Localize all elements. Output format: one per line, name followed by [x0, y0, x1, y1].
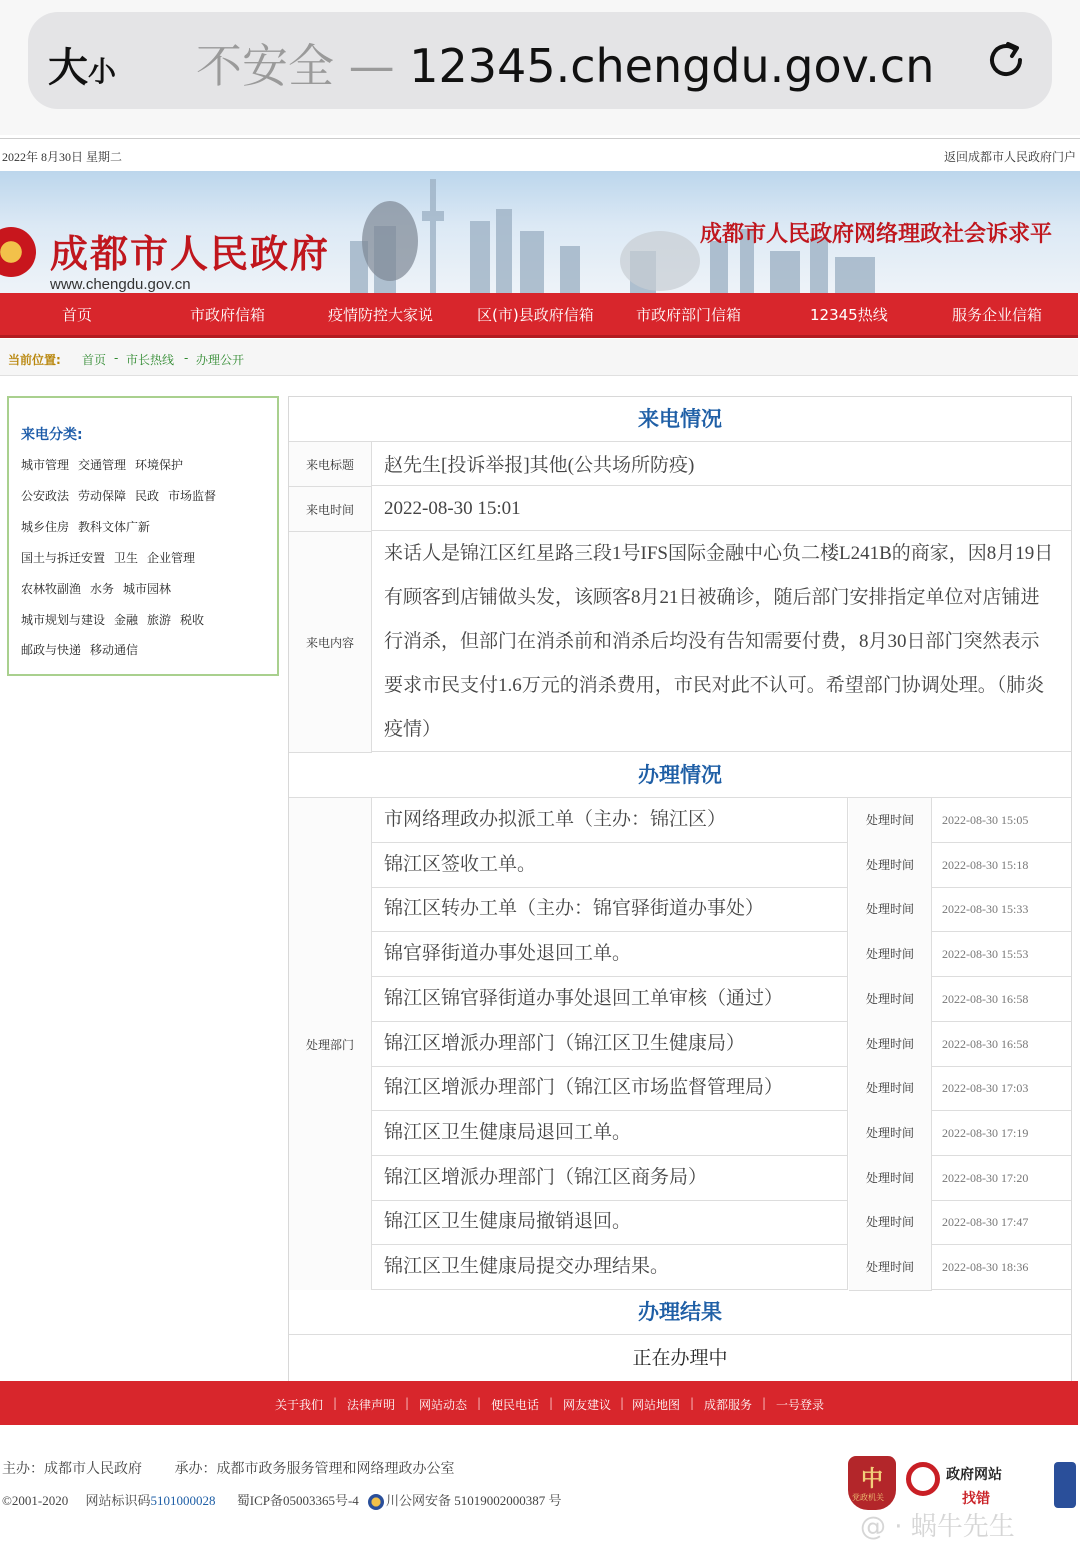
call-time-value: 2022-08-30 15:01	[372, 487, 1071, 531]
category-row	[21, 456, 192, 473]
call-title-value: 赵先生[投诉举报]其他(公共场所防疫)	[372, 442, 1071, 486]
insecure-label: 不安全 —	[196, 39, 395, 93]
footer-nav	[0, 1381, 1078, 1425]
call-content-value: 来话人是锦江区红星路三段1号IFS国际金融中心负二楼L241B的商家，因8月19日有顾客到店铺做头发，该顾客8月21日被确诊，随后部门安排指定单位对店铺进行消杀，但部门在消杀前和消杀后均没有告知需要付费，8月30日部门突然表示要求市民支付1.6万元的消杀费用，市民对此不认可。希望部门协调处理。（肺炎疫情）	[372, 532, 1071, 752]
platform-title: 成都市人民政府网络理政社会诉求平	[700, 221, 1053, 246]
footer-separator: |	[405, 1396, 410, 1410]
top-info-bar	[0, 138, 1080, 172]
footer-separator: |	[549, 1396, 554, 1410]
call-section-title: 来电情况	[289, 397, 1071, 442]
main-nav	[0, 293, 1078, 338]
police-badge-icon	[368, 1494, 384, 1510]
category-link[interactable]: 城市规划与建设	[21, 613, 106, 627]
site-banner	[0, 171, 1080, 293]
footer-organizer: 承办：成都市政务服务管理和网络理政办公室	[174, 1461, 455, 1477]
handling-step-text: 锦江区锦官驿街道办事处退回工单审核（通过）	[372, 977, 848, 1022]
nav-item-mayor-mailbox[interactable]: 市政府信箱	[190, 306, 266, 324]
breadcrumb-separator: -	[184, 351, 189, 365]
category-sidebar	[7, 396, 279, 676]
handling-time-value: 2022-08-30 16:58	[932, 1022, 1071, 1067]
footer-separator: |	[333, 1396, 338, 1410]
national-emblem-icon	[0, 227, 36, 277]
handling-step-text: 锦官驿街道办事处退回工单。	[372, 932, 848, 977]
footer-link-suggest[interactable]: 网友建议	[563, 1398, 612, 1412]
breadcrumb	[0, 339, 1078, 376]
handling-time-label: 处理时间	[849, 1245, 932, 1291]
current-date: 2022年 8月30日 星期二	[2, 150, 123, 164]
browser-address-bar	[0, 0, 1080, 135]
footer-link-news[interactable]: 网站动态	[419, 1398, 468, 1412]
handling-time-value: 2022-08-30 17:20	[932, 1156, 1071, 1201]
nav-item-epidemic[interactable]: 疫情防控大家说	[328, 306, 434, 324]
handling-time-label: 处理时间	[849, 932, 932, 978]
party-gov-badge-icon[interactable]	[848, 1456, 896, 1510]
footer-link-service[interactable]: 成都服务	[704, 1398, 753, 1412]
result-value: 正在办理中	[632, 1347, 728, 1369]
category-link[interactable]: 交通管理	[78, 458, 127, 472]
handling-time-label: 处理时间	[849, 887, 932, 933]
nav-item-enterprise-mailbox[interactable]: 服务企业信箱	[952, 306, 1043, 324]
handling-time-value: 2022-08-30 15:53	[932, 932, 1071, 977]
handling-time-label: 处理时间	[849, 1022, 932, 1068]
nav-item-hotline[interactable]: 12345热线	[810, 306, 888, 324]
category-link[interactable]: 邮政与快递	[21, 643, 82, 657]
category-row	[21, 641, 147, 658]
footer-site-id: 5101000028	[150, 1493, 216, 1508]
handling-time-value: 2022-08-30 15:33	[932, 887, 1071, 932]
gov-site-error-badge[interactable]	[906, 1458, 1016, 1510]
handling-step-text: 锦江区增派办理部门（锦江区商务局）	[372, 1156, 848, 1201]
category-link[interactable]: 城乡住房	[21, 520, 70, 534]
handling-time-value: 2022-08-30 15:18	[932, 843, 1071, 888]
handling-time-label: 处理时间	[849, 1066, 932, 1112]
footer-police-record[interactable]: 川公网安备 51019002000387 号	[386, 1493, 562, 1508]
handling-time-value: 2022-08-30 17:03	[932, 1066, 1071, 1111]
error-badge-line1: 政府网站	[946, 1467, 1002, 1483]
footer-copyright: ©2001-2020	[2, 1493, 69, 1508]
site-url: www.chengdu.gov.cn	[50, 276, 191, 293]
police-record-badge-icon[interactable]	[1054, 1462, 1076, 1508]
category-link[interactable]: 农林牧副渔	[21, 582, 82, 596]
category-link[interactable]: 城市管理	[21, 458, 70, 472]
call-time-label: 来电时间	[289, 487, 372, 532]
handling-time-label: 处理时间	[849, 798, 932, 844]
handling-step-text: 市网络理政办拟派工单（主办：锦江区）	[372, 798, 848, 843]
nav-item-district-mailbox[interactable]: 区(市)县政府信箱	[477, 306, 594, 324]
category-row	[21, 518, 159, 535]
footer-site-id-label: 网站标识码	[85, 1493, 151, 1508]
category-title: 来电分类:	[21, 427, 83, 443]
breadcrumb-separator: -	[114, 351, 119, 365]
handling-time-value: 2022-08-30 16:58	[932, 977, 1071, 1022]
category-row	[21, 611, 213, 628]
category-link[interactable]: 市场监督	[168, 489, 217, 503]
result-section-title: 办理结果	[289, 1290, 1071, 1335]
category-link[interactable]: 国土与拆迁安置	[21, 551, 106, 565]
footer-separator: |	[690, 1396, 695, 1410]
category-row	[21, 580, 180, 597]
category-link[interactable]: 金融	[114, 613, 139, 627]
handling-time-value: 2022-08-30 17:19	[932, 1111, 1071, 1156]
handling-time-label: 处理时间	[849, 1200, 932, 1246]
breadcrumb-label: 当前位置:	[8, 353, 61, 367]
case-detail-table	[288, 396, 1072, 1382]
handling-time-label: 处理时间	[849, 843, 932, 889]
handling-step-text: 锦江区卫生健康局提交办理结果。	[372, 1245, 848, 1290]
footer-separator: |	[762, 1396, 767, 1410]
footer-link-sitemap[interactable]: 网站地图	[632, 1398, 681, 1412]
footer-record-line	[2, 1490, 562, 1510]
weibo-watermark: @ · 蜗牛先生	[860, 1512, 1015, 1542]
breadcrumb-current[interactable]: 办理公开	[196, 353, 245, 367]
party-gov-badge-mark: 中	[861, 1467, 884, 1492]
category-link[interactable]: 卫生	[114, 551, 139, 565]
category-link[interactable]: 教科文体广新	[78, 520, 151, 534]
url-domain: 12345.chengdu.gov.cn	[409, 39, 935, 93]
handling-time-value: 2022-08-30 17:47	[932, 1200, 1071, 1245]
handling-step-text: 锦江区签收工单。	[372, 843, 848, 888]
breadcrumb-home[interactable]: 首页	[82, 353, 107, 367]
footer-sponsor-line	[2, 1458, 454, 1478]
handling-time-label: 处理时间	[849, 1156, 932, 1202]
nav-item-home[interactable]: 首页	[62, 306, 93, 324]
footer-link-login[interactable]: 一号登录	[776, 1398, 825, 1412]
text-size-button[interactable]	[48, 36, 116, 93]
handling-time-value: 2022-08-30 15:05	[932, 798, 1071, 843]
category-link[interactable]: 企业管理	[147, 551, 196, 565]
site-name: 成都市人民政府	[50, 234, 331, 276]
category-link[interactable]: 民政	[135, 489, 160, 503]
footer-sponsor: 主办：成都市人民政府	[2, 1461, 142, 1477]
handling-step-text: 锦江区增派办理部门（锦江区卫生健康局）	[372, 1022, 848, 1067]
footer-separator: |	[477, 1396, 482, 1410]
footer-link-about[interactable]: 关于我们	[275, 1398, 324, 1412]
category-link[interactable]: 公安政法	[21, 489, 70, 503]
footer-link-legal[interactable]: 法律声明	[347, 1398, 396, 1412]
call-content-label: 来电内容	[289, 532, 372, 753]
text-size-small: 小	[88, 55, 117, 88]
category-link[interactable]: 劳动保障	[78, 489, 127, 503]
category-row	[21, 549, 204, 566]
return-portal-link[interactable]: 返回成都市人民政府门户	[943, 150, 1076, 164]
nav-item-dept-mailbox[interactable]: 市政府部门信箱	[636, 306, 742, 324]
category-link[interactable]: 环境保护	[135, 458, 184, 472]
handling-time-value: 2022-08-30 18:36	[932, 1245, 1071, 1290]
text-size-big: 大	[48, 45, 88, 91]
category-link[interactable]: 旅游	[147, 613, 172, 627]
handling-step-text: 锦江区卫生健康局退回工单。	[372, 1111, 848, 1156]
category-link[interactable]: 移动通信	[90, 643, 139, 657]
breadcrumb-hotline[interactable]: 市长热线	[126, 353, 175, 367]
magnifier-icon	[906, 1462, 940, 1496]
handling-step-text: 锦江区转办工单（主办：锦官驿街道办事处）	[372, 887, 848, 932]
handling-step-text: 锦江区增派办理部门（锦江区市场监督管理局）	[372, 1066, 848, 1111]
category-link[interactable]: 税收	[180, 613, 205, 627]
footer-icp[interactable]: 蜀ICP备05003365号-4	[236, 1493, 359, 1508]
handling-time-label: 处理时间	[849, 1111, 932, 1157]
category-link[interactable]: 城市园林	[123, 582, 172, 596]
party-gov-badge-text: 党政机关	[852, 1493, 884, 1502]
footer-separator: |	[620, 1396, 625, 1410]
call-title-label: 来电标题	[289, 442, 372, 487]
footer-link-phone[interactable]: 便民电话	[491, 1398, 540, 1412]
handling-section-title: 办理情况	[289, 753, 1071, 798]
reload-icon[interactable]	[982, 36, 1030, 84]
category-row	[21, 487, 225, 504]
handling-step-text: 锦江区卫生健康局撤销退回。	[372, 1200, 848, 1245]
url-display[interactable]	[196, 30, 934, 96]
category-link[interactable]: 水务	[90, 582, 115, 596]
error-badge-line2: 找错	[962, 1491, 990, 1507]
handling-dept-label: 处理部门	[289, 798, 372, 1291]
handling-time-label: 处理时间	[849, 977, 932, 1023]
